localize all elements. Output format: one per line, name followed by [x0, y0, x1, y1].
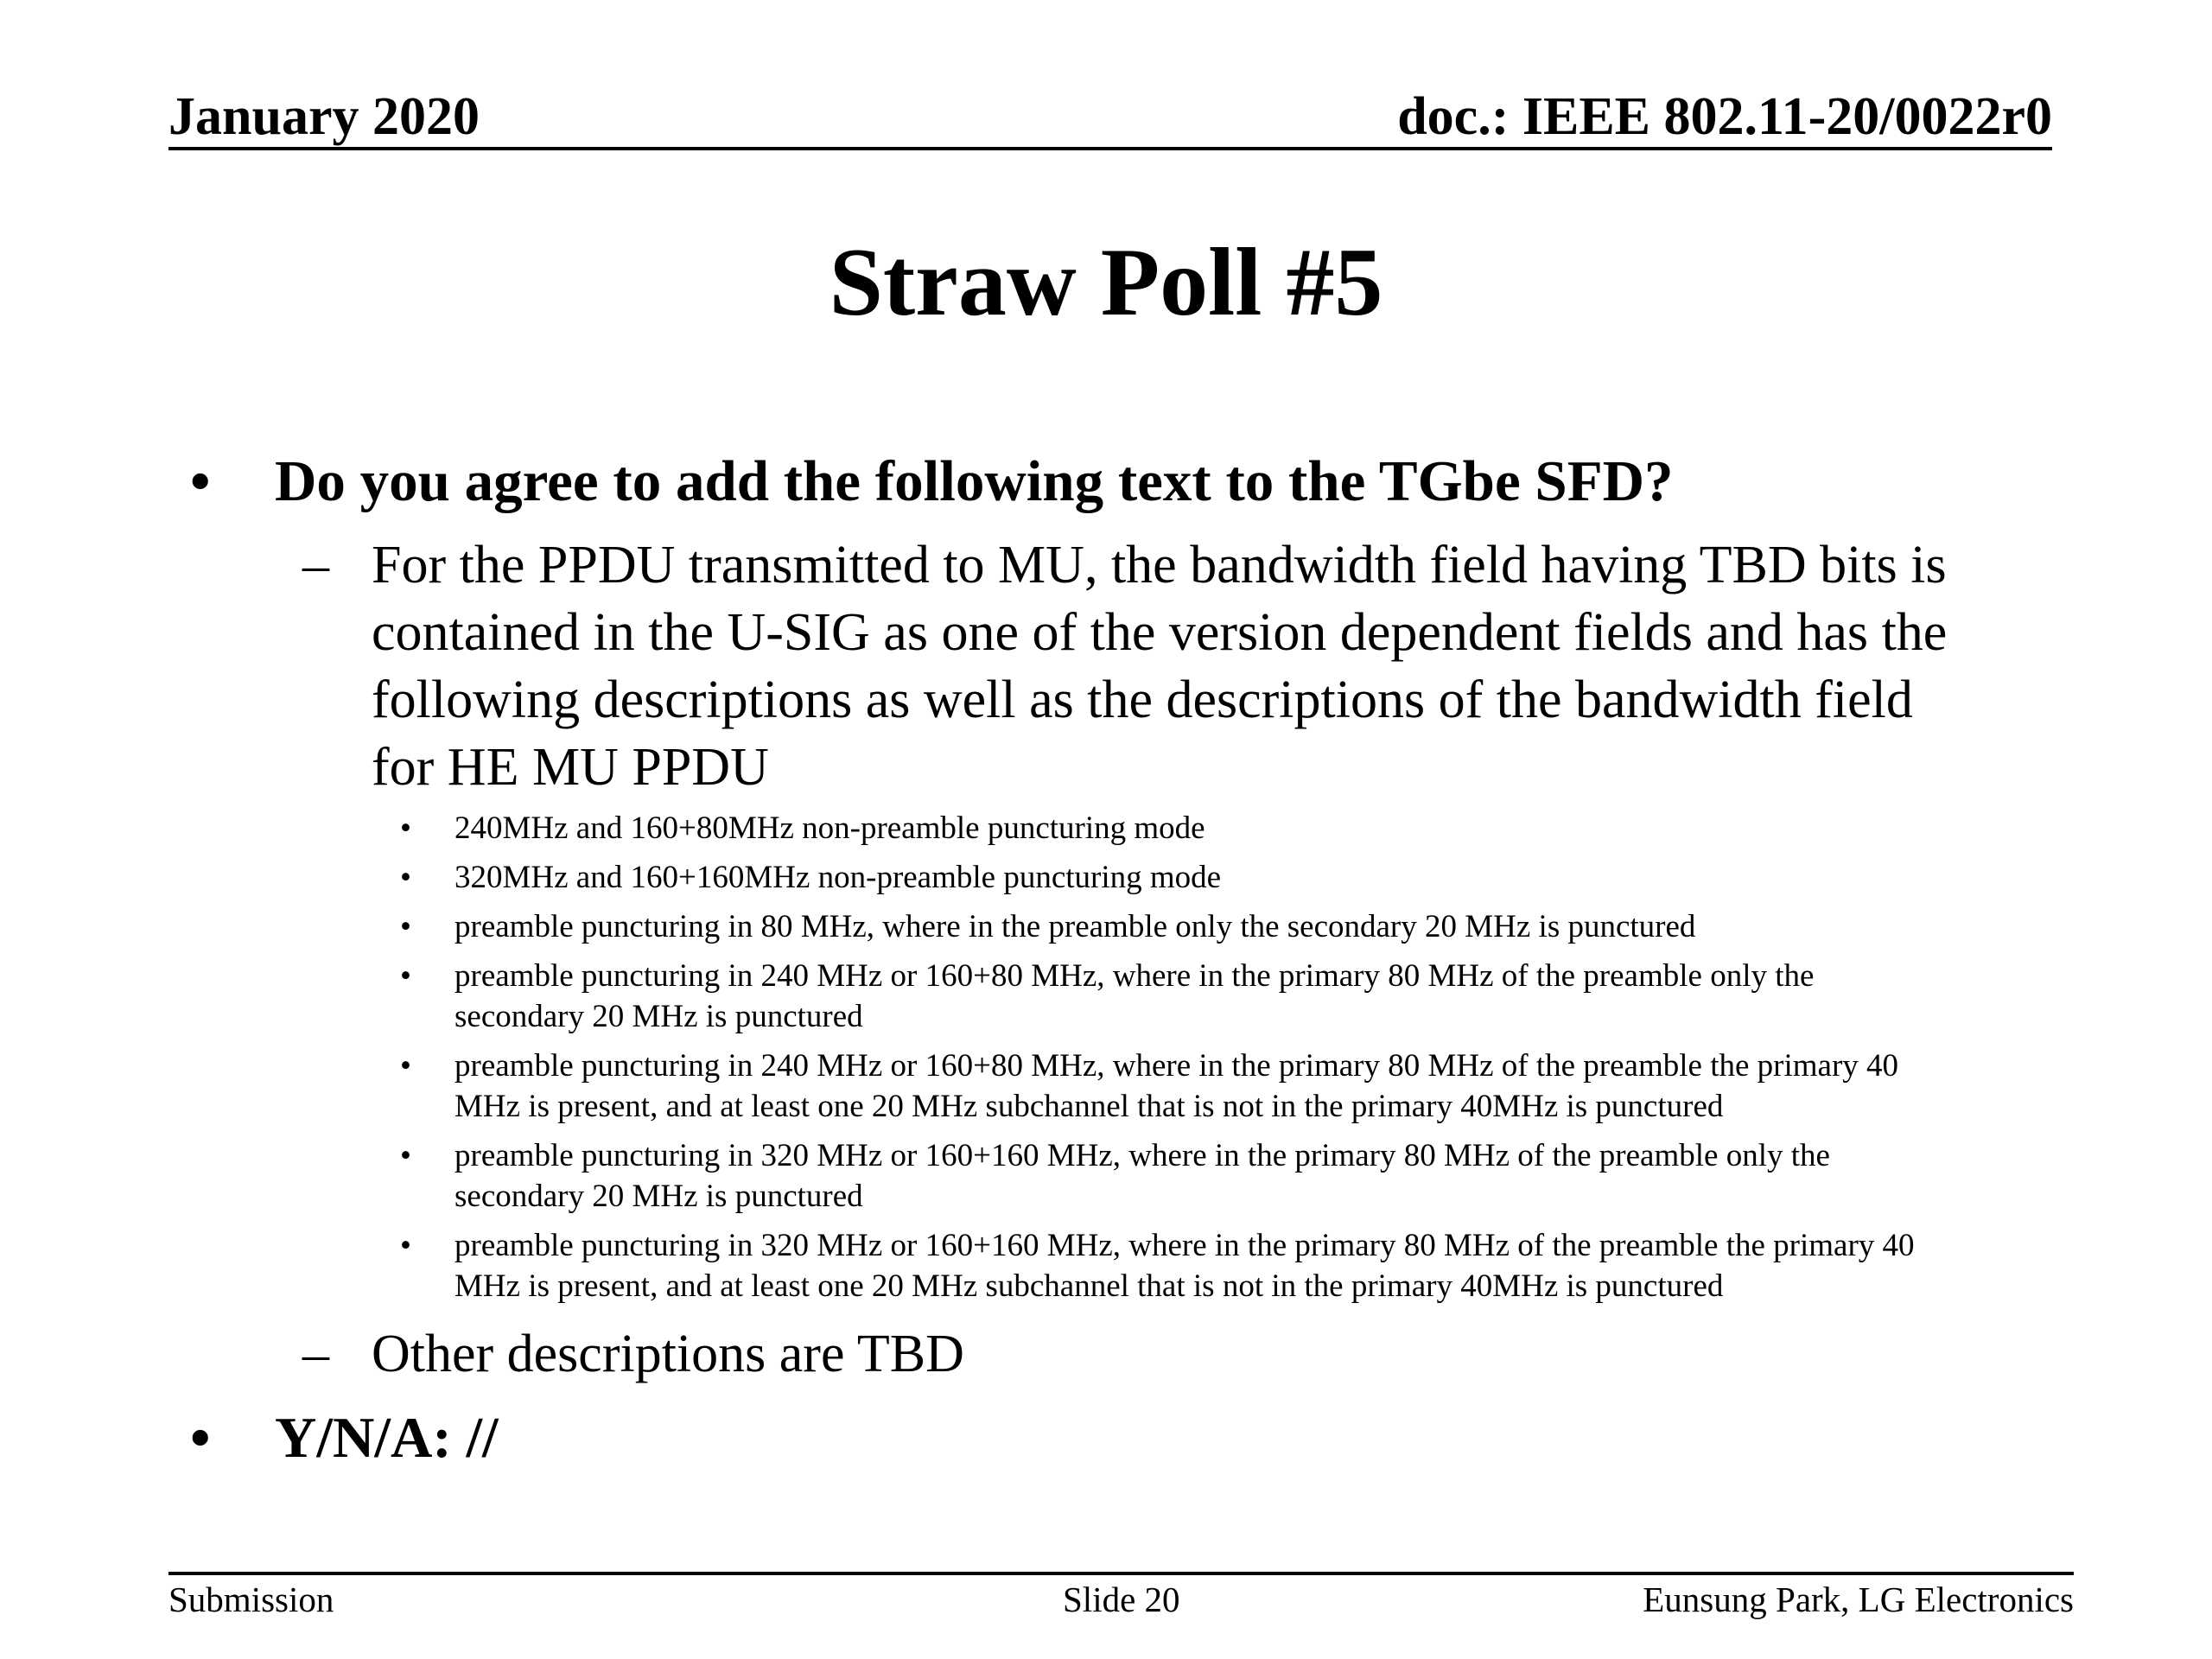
poll-question: Do you agree to add the following text to the TGbe SFD?: [275, 449, 1674, 513]
description-item-continued: secondary 20 MHz is punctured: [454, 1179, 863, 1214]
header-doc-id: doc.: IEEE 802.11-20/0022r0: [1397, 87, 2052, 146]
footer-slide-number: Slide 20: [1063, 1580, 1180, 1619]
dash-marker: –: [302, 536, 329, 594]
sub-bullet-marker: •: [400, 909, 411, 944]
description-item-continued: MHz is present, and at least one 20 MHz subchannel that is not in the primary 40MHz is punctured: [454, 1089, 1724, 1124]
proposal-line: following descriptions as well as the descriptions of the bandwidth field: [372, 671, 1913, 729]
footer-author: Eunsung Park, LG Electronics: [1643, 1580, 2074, 1619]
description-item: 240MHz and 160+80MHz non-preamble puncturing mode: [454, 810, 1205, 846]
description-item: preamble puncturing in 320 MHz or 160+160 MHz, where in the primary 80 MHz of the preamble only the: [454, 1138, 1830, 1173]
bullet-marker: •: [190, 1406, 211, 1470]
sub-bullet-marker: •: [400, 860, 411, 895]
description-item: preamble puncturing in 80 MHz, where in the preamble only the secondary 20 MHz is punctured: [454, 909, 1696, 944]
slide-header: [168, 86, 2052, 150]
proposal-line: For the PPDU transmitted to MU, the bandwidth field having TBD bits is: [372, 536, 1947, 594]
bullet-marker: •: [190, 449, 211, 513]
sub-bullet-marker: •: [400, 1048, 411, 1084]
description-item: preamble puncturing in 240 MHz or 160+80 MHz, where in the primary 80 MHz of the preamble the primary 40: [454, 1048, 1899, 1084]
header-date: January 2020: [168, 87, 480, 146]
sub-bullet-marker: •: [400, 958, 411, 994]
footer-divider: [168, 1572, 2074, 1575]
description-item: preamble puncturing in 320 MHz or 160+160 MHz, where in the primary 80 MHz of the preamble the primary 40: [454, 1228, 1915, 1263]
description-item: 320MHz and 160+160MHz non-preamble puncturing mode: [454, 860, 1222, 895]
proposal-line: for HE MU PPDU: [372, 738, 769, 797]
sub-bullet-marker: •: [400, 810, 411, 846]
description-item-continued: MHz is present, and at least one 20 MHz subchannel that is not in the primary 40MHz is punctured: [454, 1268, 1724, 1304]
slide-title: Straw Poll #5: [829, 229, 1383, 336]
poll-result: Y/N/A: //: [275, 1406, 499, 1470]
sub-bullet-marker: •: [400, 1138, 411, 1173]
sub-bullet-marker: •: [400, 1228, 411, 1263]
footer-submission: Submission: [168, 1580, 334, 1619]
proposal-line: contained in the U-SIG as one of the version dependent fields and has the: [372, 603, 1948, 662]
description-item-continued: secondary 20 MHz is punctured: [454, 999, 863, 1034]
description-item: preamble puncturing in 240 MHz or 160+80 MHz, where in the primary 80 MHz of the preamble only the: [454, 958, 1815, 994]
other-descriptions: Other descriptions are TBD: [372, 1325, 964, 1383]
dash-marker: –: [302, 1325, 329, 1383]
